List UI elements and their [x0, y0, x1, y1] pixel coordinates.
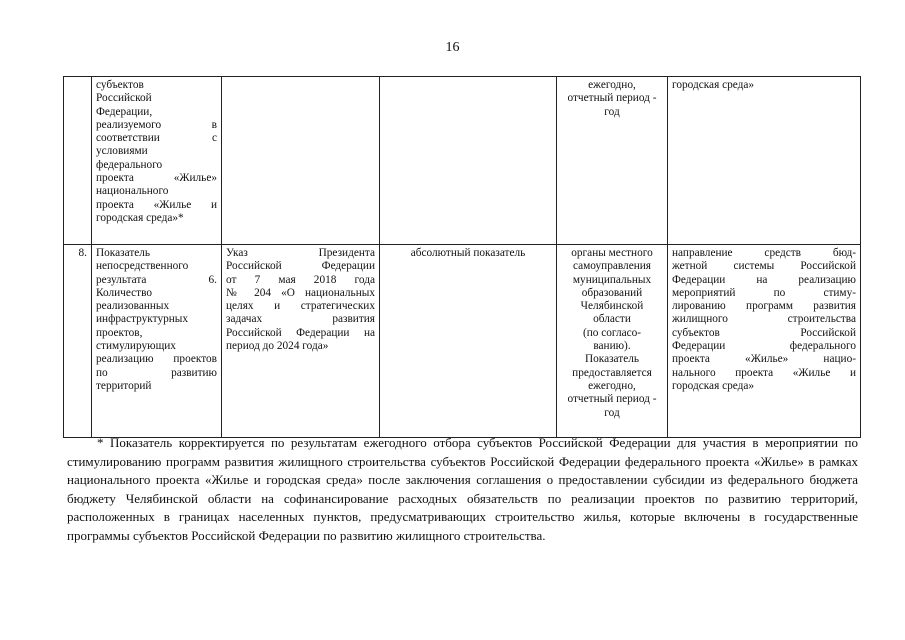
cell-line: Федерации федерального: [672, 340, 856, 353]
cell-line: задачах развития: [226, 313, 375, 326]
cell-line: Количество: [96, 286, 152, 299]
cell-line: предоставляется: [572, 366, 652, 379]
cell-line: от 7 мая 2018 года: [226, 273, 375, 286]
row-number-cell: 8.: [64, 245, 92, 438]
cell-line: городская среда»: [672, 379, 755, 392]
indicator-name-cell: [92, 245, 222, 438]
cell-line: результата 6.: [96, 273, 217, 286]
cell-line: реализованных: [96, 300, 170, 313]
cell-line: условиями: [96, 145, 148, 158]
footnote: [67, 434, 858, 546]
cell-line: (по согласо-: [582, 326, 642, 339]
cell-line: самоуправления: [572, 260, 651, 273]
cell-line: Показатель: [96, 247, 151, 259]
cell-line: субъектов: [96, 79, 144, 91]
cell-line: Федерации,: [96, 105, 153, 118]
cell-line: Указ Президента: [226, 247, 375, 259]
cell-line: ежегодно,: [588, 379, 636, 392]
cell-line: органы местного: [571, 247, 653, 259]
cell-line: городская среда»*: [96, 211, 184, 224]
table-row: [64, 245, 861, 438]
cell-line: Челябинской: [580, 300, 644, 313]
cell-line: год: [604, 406, 620, 419]
legal-basis-cell: [222, 77, 380, 245]
cell-line: ванию).: [593, 340, 631, 353]
cell-line: нального проекта «Жилье и: [672, 366, 856, 379]
indicator-name-cell: [92, 77, 222, 245]
page-number: 16: [445, 40, 460, 55]
cell-line: стимулирующих: [96, 340, 176, 353]
cell-line: области: [593, 313, 631, 326]
cell-line: Федерации на реализацию: [672, 273, 856, 286]
cell-line: инфраструктурных: [96, 313, 189, 326]
row-number-cell: [64, 77, 92, 245]
cell-line: национального: [96, 185, 169, 198]
cell-line: ежегодно,: [588, 79, 636, 91]
cell-line: период до 2024 года»: [226, 340, 329, 353]
responsible-cell: [557, 245, 668, 438]
cell-line: жилищного строительства: [672, 313, 856, 326]
unit-cell: [380, 77, 557, 245]
cell-line: проекта «Жилье» нацио-: [672, 353, 856, 366]
cell-line: образований: [581, 286, 643, 299]
cell-line: лированию программ развития: [672, 300, 856, 313]
direction-cell: [668, 77, 861, 245]
cell-line: по развитию: [96, 366, 217, 379]
indicators-table: [63, 76, 861, 438]
cell-line: муниципальных: [572, 273, 652, 286]
cell-line: № 204 «О национальных: [226, 286, 375, 299]
legal-basis-cell: [222, 245, 380, 438]
cell-line: непосредственного: [96, 260, 189, 273]
cell-line: отчетный период -: [567, 92, 657, 105]
cell-line: целях и стратегических: [226, 300, 375, 313]
cell-line: проекта «Жилье и: [96, 198, 217, 211]
footnote-text: * Показатель корректируется по результатам ежегодного отбора субъектов Российской Федерации для участия в мероприятии по стимулированию программ развития жилищного строительства субъектов Российской Федерации федерального проекта «Жилье» в рамках национального проекта «Жилье и городская среда» после заключения соглашения о предоставлении субсидии из федерального бюджета бюджету Челябинской области на софинансирование расходных обязательств по реализации проектов по развитию территорий, расположенных в границах населенных пунктов, предусматривающих строительство жилья, которые включены в государственные программы субъектов Российской Федерации по развитию жилищного строительства.: [67, 435, 858, 543]
cell-line: территорий: [96, 379, 152, 392]
direction-cell: [668, 245, 861, 438]
cell-line: направление средств бюд-: [672, 247, 856, 259]
table-row: [64, 77, 861, 245]
unit-cell: [380, 245, 557, 438]
cell-line: Показатель: [584, 353, 640, 366]
cell-line: абсолютный показатель: [410, 247, 526, 259]
cell-line: соответствии с: [96, 132, 217, 145]
cell-line: федерального: [96, 158, 163, 171]
cell-line: проектов,: [96, 326, 143, 339]
cell-line: проекта «Жилье»: [96, 172, 217, 185]
cell-line: городская среда»: [672, 79, 755, 91]
cell-line: Российской Федерации на: [226, 326, 375, 339]
responsible-cell: [557, 77, 668, 245]
cell-line: отчетный период -: [567, 393, 657, 406]
cell-line: реализуемого в: [96, 118, 217, 131]
cell-line: мероприятий по стиму-: [672, 286, 856, 299]
cell-line: субъектов Российской: [672, 326, 856, 339]
cell-line: реализацию проектов: [96, 353, 217, 366]
cell-line: Российской Федерации: [226, 260, 375, 273]
cell-line: год: [604, 105, 620, 118]
cell-line: жетной системы Российской: [672, 260, 856, 273]
cell-line: Российской: [96, 92, 152, 105]
